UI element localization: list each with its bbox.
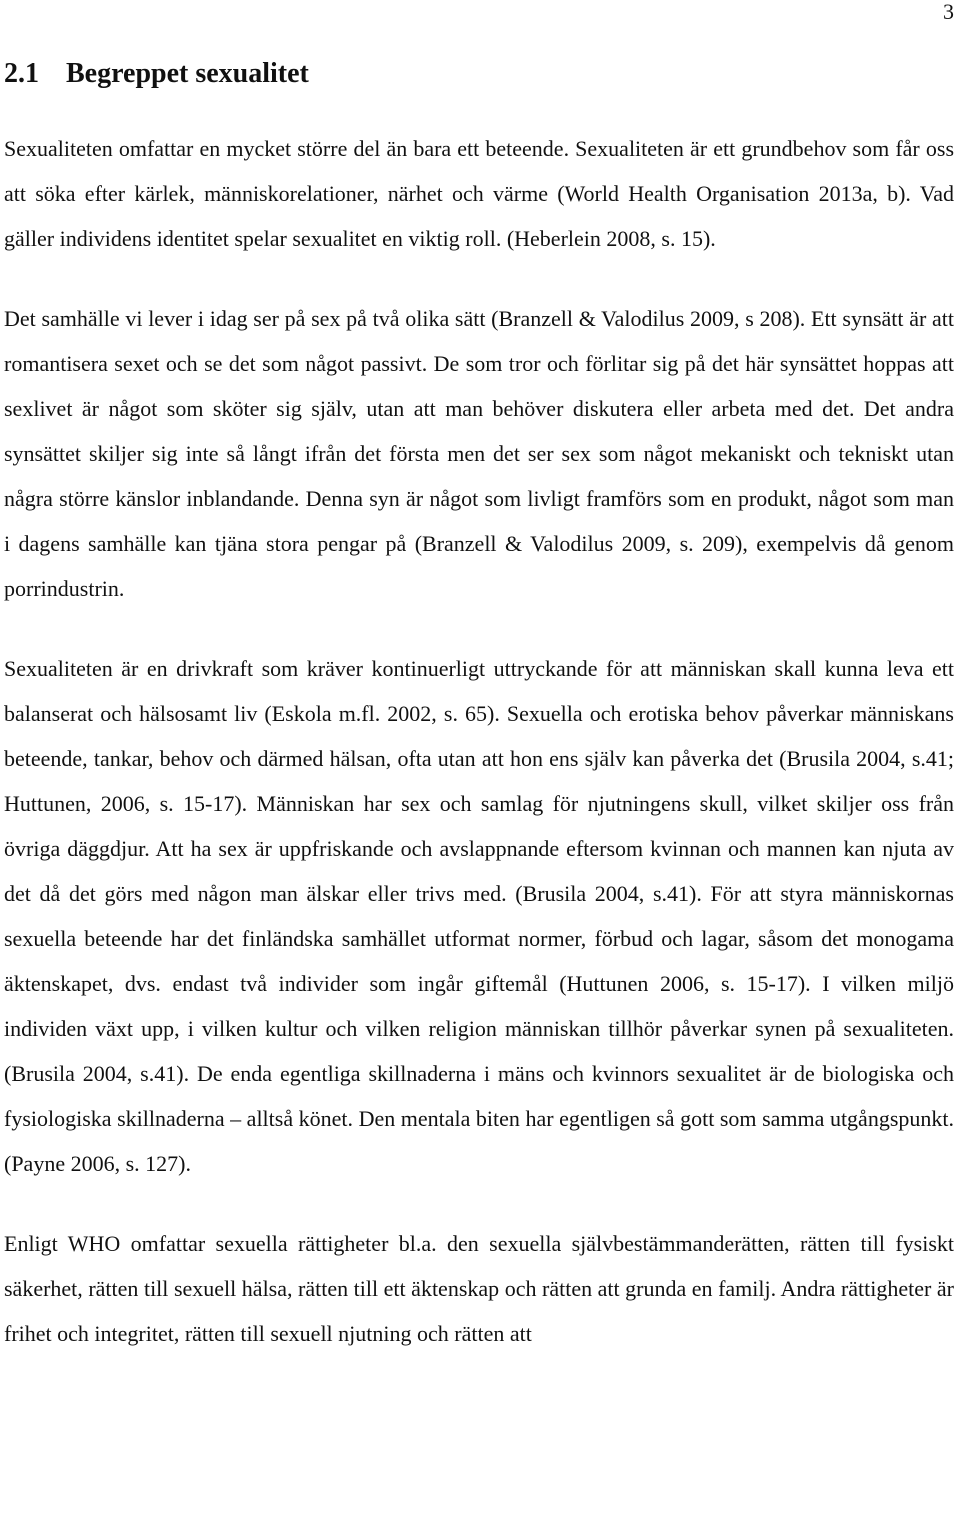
page-number: 3 (943, 0, 954, 24)
paragraph-1: Sexualiteten omfattar en mycket större del än bara ett beteende. Sexualiteten är ett grundbehov som får oss att söka efter kärlek, människorelationer, närhet och värme (World Health Organisation 2013a, b). Vad gäller individens identitet spelar sexualitet en viktig roll. (Heberlein 2008, s. 15). (4, 136, 954, 251)
section-heading (4, 52, 954, 96)
document-body (4, 52, 954, 1391)
paragraph-4: Enligt WHO omfattar sexuella rättigheter bl.a. den sexuella självbestämmanderätten, rätten till fysiskt säkerhet, rätten till sexuell hälsa, rätten till ett äktenskap och rätten att grunda en familj. Andra rättigheter är frihet och integritet, rätten till sexuell njutning och rätten att (4, 1231, 954, 1346)
paragraph-2: Det samhälle vi lever i idag ser på sex på två olika sätt (Branzell & Valodilus 2009, s 208). Ett synsätt är att romantisera sexet och se det som något passivt. De som tror och förlitar sig på det här synsättet hoppas att sexlivet är något som sköter sig själv, utan att man behöver diskutera eller arbeta med det. Det andra synsättet skiljer sig inte så långt ifrån det första men det ser sex som något mekaniskt och tekniskt utan några större känslor inblandande. Denna syn är något som livligt framförs som en produkt, något som man i dagens samhälle kan tjäna stora pengar på (Branzell & Valodilus 2009, s. 209), exempelvis då genom porrindustrin. (4, 306, 954, 601)
section-title: Begreppet sexualitet (66, 58, 309, 89)
section-number: 2.1 (4, 58, 39, 89)
paragraph-3: Sexualiteten är en drivkraft som kräver kontinuerligt uttryckande för att människan skall kunna leva ett balanserat och hälsosamt liv (Eskola m.fl. 2002, s. 65). Sexuella och erotiska behov påverkar människans beteende, tankar, behov och därmed hälsan, ofta utan att hon ens själv kan påverka det (Brusila 2004, s.41; Huttunen, 2006, s. 15-17). Människan har sex och samlag för njutningens skull, vilket skiljer oss från övriga däggdjur. Att ha sex är uppfriskande och avslappnande eftersom kvinnan och mannen kan njuta av det då det görs med någon man älskar eller trivs med. (Brusila 2004, s.41). För att styra människornas sexuella beteende har det finländska samhället utformat normer, förbud och lagar, såsom det monogama äktenskapet, dvs. endast två individer som ingår giftemål (Huttunen 2006, s. 15-17). I vilken miljö individen växt upp, i vilken kultur och vilken religion människan tillhör påverkar synen på sexualiteten. (Brusila 2004, s.41). De enda egentliga skillnaderna i mäns och kvinnors sexualitet är de biologiska och fysiologiska skillnaderna – alltså könet. Den mentala biten har egentligen så gott som samma utgångspunkt. (Payne 2006, s. 127). (4, 656, 954, 1176)
